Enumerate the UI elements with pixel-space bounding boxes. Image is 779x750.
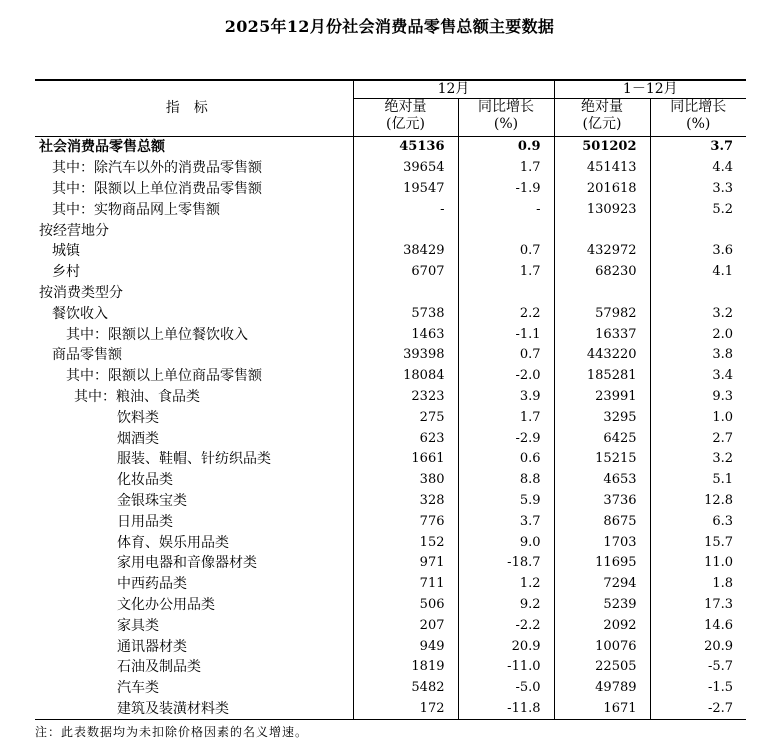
table-row xyxy=(35,595,746,616)
cell-y-yoy: 20.9 xyxy=(704,638,734,654)
cell-y-yoy: 14.6 xyxy=(704,617,734,633)
cell-m-yoy: - xyxy=(458,199,554,220)
row-label: 通讯器材类 xyxy=(35,636,353,657)
row-label: 金银珠宝类 xyxy=(35,491,353,512)
cell-y-abs: 7294 xyxy=(554,574,650,595)
table-row xyxy=(35,553,746,574)
cell-m-yoy xyxy=(458,283,554,304)
cell-m-abs: 623 xyxy=(353,428,458,449)
retail-sales-table xyxy=(35,79,746,720)
cell-y-yoy: 3.3 xyxy=(712,180,734,196)
cell-m-abs: 5738 xyxy=(353,303,458,324)
cell-y-abs: 23991 xyxy=(554,387,650,408)
month-yoy-label: 同比增长 xyxy=(478,99,534,115)
table-row xyxy=(35,615,746,636)
cell-y-abs: 4653 xyxy=(554,470,650,491)
cell-y-abs xyxy=(554,283,650,304)
table-body xyxy=(35,137,746,720)
cell-m-yoy: 0.9 xyxy=(458,137,554,158)
cell-m-yoy: 9.2 xyxy=(458,595,554,616)
table-row xyxy=(35,491,746,512)
row-label: 中西药品类 xyxy=(35,574,353,595)
cell-y-yoy: 3.8 xyxy=(712,347,734,363)
cell-m-abs: 506 xyxy=(353,595,458,616)
row-label: 文化办公用品类 xyxy=(35,595,353,616)
cell-y-abs: 22505 xyxy=(554,657,650,678)
month-group-header: 12月 xyxy=(353,80,554,99)
cell-m-yoy: -2.2 xyxy=(458,615,554,636)
table-row xyxy=(35,199,746,220)
cell-y-yoy: 3.4 xyxy=(712,368,734,384)
cell-y-yoy: 15.7 xyxy=(704,534,734,550)
row-label: 日用品类 xyxy=(35,511,353,532)
cell-m-abs: 711 xyxy=(353,574,458,595)
cell-m-abs xyxy=(353,220,458,241)
table-row xyxy=(35,366,746,387)
table-row xyxy=(35,574,746,595)
table-row xyxy=(35,511,746,532)
cell-m-yoy: -11.0 xyxy=(458,657,554,678)
cell-y-yoy: 1.8 xyxy=(712,576,734,592)
cell-m-abs: - xyxy=(353,199,458,220)
row-label: 石油及制品类 xyxy=(35,657,353,678)
table-row xyxy=(35,283,746,304)
cell-y-abs: 8675 xyxy=(554,511,650,532)
row-label: 餐饮收入 xyxy=(35,303,353,324)
ytd-abs-header xyxy=(554,99,650,137)
cell-y-abs xyxy=(554,220,650,241)
cell-m-abs: 1661 xyxy=(353,449,458,470)
cell-y-abs: 2092 xyxy=(554,615,650,636)
row-label: 饮料类 xyxy=(35,407,353,428)
cell-y-yoy: 11.0 xyxy=(704,555,734,571)
table-row xyxy=(35,428,746,449)
cell-y-yoy: 12.8 xyxy=(704,492,734,508)
cell-y-abs: 6425 xyxy=(554,428,650,449)
table-row xyxy=(35,324,746,345)
cell-m-yoy: 8.8 xyxy=(458,470,554,491)
table-row xyxy=(35,262,746,283)
table-row xyxy=(35,532,746,553)
month-abs-header xyxy=(353,99,458,137)
cell-y-abs: 3295 xyxy=(554,407,650,428)
cell-m-abs: 39654 xyxy=(353,158,458,179)
table-row xyxy=(35,241,746,262)
row-label: 其中：限额以上单位消费品零售额 xyxy=(35,179,353,200)
row-label: 按经营地分 xyxy=(35,220,353,241)
row-label: 社会消费品零售总额 xyxy=(35,137,353,158)
row-label: 体育、娱乐用品类 xyxy=(35,532,353,553)
cell-m-abs: 1819 xyxy=(353,657,458,678)
cell-m-abs: 18084 xyxy=(353,366,458,387)
cell-y-abs: 10076 xyxy=(554,636,650,657)
month-abs-unit: (亿元) xyxy=(386,116,425,132)
footnote: 注：此表数据均为未扣除价格因素的名义增速。 xyxy=(35,725,309,739)
cell-m-abs: 380 xyxy=(353,470,458,491)
table-row xyxy=(35,303,746,324)
cell-y-abs: 130923 xyxy=(554,199,650,220)
cell-y-yoy: 3.6 xyxy=(712,243,734,259)
row-label: 其中：实物商品网上零售额 xyxy=(35,199,353,220)
row-label: 城镇 xyxy=(35,241,353,262)
cell-m-yoy: -5.0 xyxy=(458,678,554,699)
cell-m-abs: 38429 xyxy=(353,241,458,262)
table-row xyxy=(35,345,746,366)
cell-m-yoy: -18.7 xyxy=(458,553,554,574)
cell-m-abs: 172 xyxy=(353,699,458,720)
table-row xyxy=(35,636,746,657)
ytd-abs-unit: (亿元) xyxy=(582,116,622,132)
cell-m-abs: 776 xyxy=(353,511,458,532)
cell-m-yoy: 1.2 xyxy=(458,574,554,595)
cell-y-yoy: -5.7 xyxy=(707,659,734,675)
table-row xyxy=(35,678,746,699)
row-label: 按消费类型分 xyxy=(35,283,353,304)
row-label: 其中：除汽车以外的消费品零售额 xyxy=(35,158,353,179)
cell-y-yoy: 5.1 xyxy=(712,472,734,488)
ytd-abs-label: 绝对量 xyxy=(581,99,624,115)
cell-y-yoy: 3.7 xyxy=(650,137,746,158)
cell-y-abs: 16337 xyxy=(554,324,650,345)
cell-m-abs: 45136 xyxy=(353,137,458,158)
cell-m-yoy xyxy=(458,220,554,241)
month-abs-label: 绝对量 xyxy=(384,99,427,115)
cell-y-yoy: -2.7 xyxy=(650,699,746,720)
cell-y-abs: 3736 xyxy=(554,491,650,512)
cell-m-abs: 19547 xyxy=(353,179,458,200)
cell-y-yoy: 4.1 xyxy=(712,264,734,280)
cell-m-yoy: 0.6 xyxy=(458,449,554,470)
cell-m-abs: 152 xyxy=(353,532,458,553)
cell-m-yoy: 1.7 xyxy=(458,158,554,179)
cell-m-yoy: 20.9 xyxy=(458,636,554,657)
table-row xyxy=(35,137,746,158)
ytd-yoy-label: 同比增长 xyxy=(670,99,727,115)
cell-m-abs: 949 xyxy=(353,636,458,657)
cell-m-yoy: -1.9 xyxy=(458,179,554,200)
table-row xyxy=(35,449,746,470)
cell-y-abs: 432972 xyxy=(554,241,650,262)
cell-y-abs: 5239 xyxy=(554,595,650,616)
cell-m-abs: 39398 xyxy=(353,345,458,366)
cell-y-abs: 57982 xyxy=(554,303,650,324)
row-label: 其中：限额以上单位餐饮收入 xyxy=(35,324,353,345)
page-title: 2025年12月份社会消费品零售总额主要数据 xyxy=(224,17,555,36)
cell-m-abs: 6707 xyxy=(353,262,458,283)
table-row xyxy=(35,407,746,428)
cell-y-yoy: 4.4 xyxy=(712,160,734,176)
cell-y-yoy: -1.5 xyxy=(707,680,734,696)
cell-m-yoy: 0.7 xyxy=(458,241,554,262)
cell-m-yoy: 9.0 xyxy=(458,532,554,553)
cell-y-yoy: 3.2 xyxy=(712,305,734,321)
cell-m-yoy: -2.0 xyxy=(458,366,554,387)
table-row xyxy=(35,158,746,179)
table-row xyxy=(35,220,746,241)
cell-m-abs: 971 xyxy=(353,553,458,574)
cell-y-abs: 443220 xyxy=(554,345,650,366)
cell-y-abs: 501202 xyxy=(554,137,650,158)
row-label: 其中：粮油、食品类 xyxy=(35,387,353,408)
cell-m-yoy: -1.1 xyxy=(458,324,554,345)
cell-y-abs: 185281 xyxy=(554,366,650,387)
cell-y-abs: 11695 xyxy=(554,553,650,574)
cell-y-abs: 68230 xyxy=(554,262,650,283)
cell-y-yoy: 3.2 xyxy=(712,451,734,467)
cell-m-abs xyxy=(353,283,458,304)
row-label: 家用电器和音像器材类 xyxy=(35,553,353,574)
cell-y-yoy xyxy=(650,220,746,241)
cell-y-yoy: 2.0 xyxy=(712,326,734,342)
month-yoy-unit: (%) xyxy=(493,116,519,132)
month-yoy-header xyxy=(458,99,554,137)
cell-y-yoy: 2.7 xyxy=(712,430,734,446)
row-label: 化妆品类 xyxy=(35,470,353,491)
cell-y-yoy: 6.3 xyxy=(712,513,734,529)
table-row xyxy=(35,179,746,200)
cell-m-abs: 5482 xyxy=(353,678,458,699)
row-label: 建筑及装潢材料类 xyxy=(35,699,353,720)
cell-m-abs: 207 xyxy=(353,615,458,636)
indicator-header: 指标 xyxy=(35,80,353,137)
cell-m-abs: 1463 xyxy=(353,324,458,345)
cell-y-yoy: 17.3 xyxy=(704,596,734,612)
table-row xyxy=(35,699,746,720)
cell-m-yoy: 0.7 xyxy=(458,345,554,366)
ytd-group-header: 1－12月 xyxy=(554,80,746,99)
row-label: 汽车类 xyxy=(35,678,353,699)
row-label: 烟酒类 xyxy=(35,428,353,449)
cell-m-yoy: 5.9 xyxy=(458,491,554,512)
cell-y-abs: 1703 xyxy=(554,532,650,553)
cell-m-yoy: 3.9 xyxy=(458,387,554,408)
row-label: 乡村 xyxy=(35,262,353,283)
cell-m-yoy: 2.2 xyxy=(458,303,554,324)
row-label: 商品零售额 xyxy=(35,345,353,366)
cell-m-abs: 328 xyxy=(353,491,458,512)
cell-m-yoy: 1.7 xyxy=(458,262,554,283)
table-row xyxy=(35,657,746,678)
row-label: 服装、鞋帽、针纺织品类 xyxy=(35,449,353,470)
cell-y-abs: 451413 xyxy=(554,158,650,179)
table-row xyxy=(35,470,746,491)
cell-m-abs: 2323 xyxy=(353,387,458,408)
cell-y-abs: 49789 xyxy=(554,678,650,699)
cell-m-yoy: 3.7 xyxy=(458,511,554,532)
cell-y-abs: 1671 xyxy=(554,699,650,720)
cell-m-yoy: -11.8 xyxy=(458,699,554,720)
ytd-yoy-unit: (%) xyxy=(686,116,711,132)
table-row xyxy=(35,387,746,408)
cell-y-yoy xyxy=(650,283,746,304)
cell-m-yoy: 1.7 xyxy=(458,407,554,428)
ytd-yoy-header xyxy=(650,99,746,137)
cell-y-yoy: 5.2 xyxy=(712,201,734,217)
cell-y-yoy: 1.0 xyxy=(712,409,734,425)
cell-m-abs: 275 xyxy=(353,407,458,428)
cell-m-yoy: -2.9 xyxy=(458,428,554,449)
row-label: 其中：限额以上单位商品零售额 xyxy=(35,366,353,387)
cell-y-abs: 201618 xyxy=(554,179,650,200)
cell-y-yoy: 9.3 xyxy=(712,388,734,404)
row-label: 家具类 xyxy=(35,615,353,636)
cell-y-abs: 15215 xyxy=(554,449,650,470)
